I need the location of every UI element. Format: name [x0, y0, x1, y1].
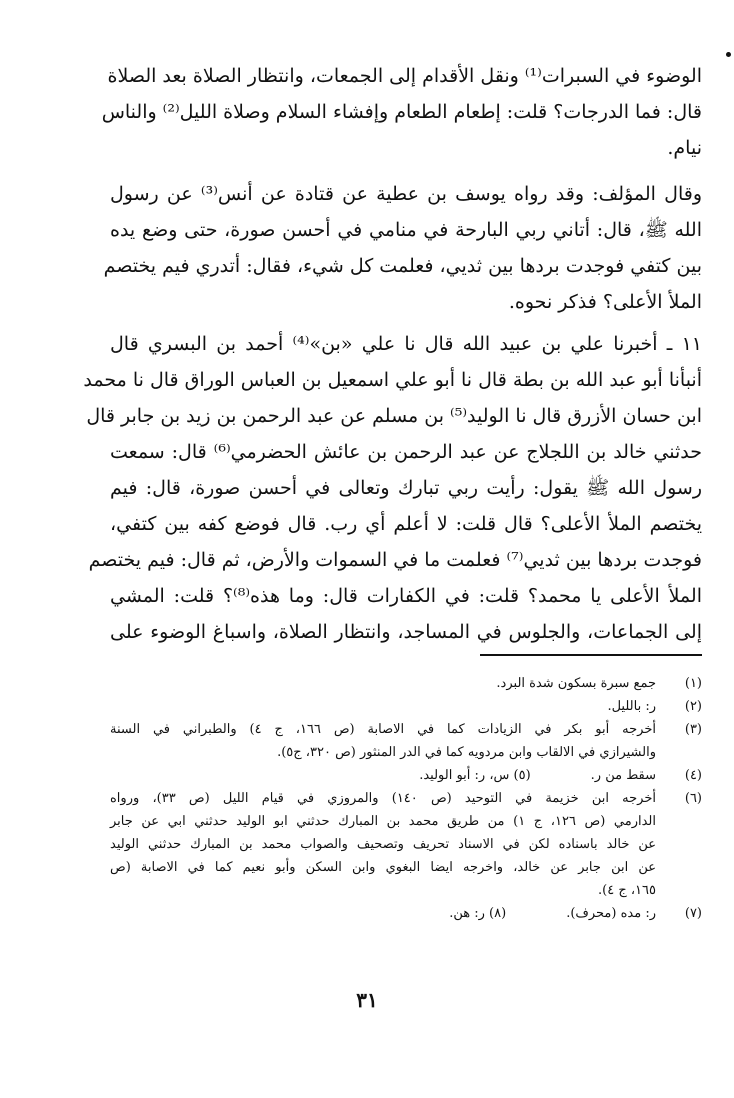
- text-line: الملأ الأعلى؟ فذكر نحوه.: [508, 291, 702, 313]
- footnote-divider: [480, 654, 702, 656]
- footnote-text-part: ر: مده (محرف).: [566, 906, 656, 921]
- paragraph-3: [83, 326, 702, 650]
- footnote-text: [110, 902, 656, 925]
- text-line: وقال المؤلف: وقد رواه يوسف بن عطية عن قتادة عن أنس⁽³⁾ عن رسول: [110, 183, 702, 205]
- footnote-text-part: (٥) س، ر: أبو الوليد.: [419, 768, 531, 783]
- footnote-text-part: سقط من ر.: [590, 768, 656, 783]
- footnote-text-part: (٨) ر: هن.: [449, 906, 507, 921]
- margin-dot: [726, 52, 731, 57]
- text-line: قال: فما الدرجات؟ قلت: إطعام الطعام وإفشاء السلام وصلاة الليل⁽²⁾ والناس: [101, 101, 702, 123]
- footnote-text: الدارمي (ص ١٢٦، ج ١) من طريق محمد بن المبارك حدثني ابو الوليد حدثني ابي عن جابر: [110, 814, 657, 829]
- footnote-text: جمع سبرة بسكون شدة البرد.: [496, 676, 656, 691]
- footnote-text: والشيرازي في الالقاب وابن مردويه كما في الدر المنثور (ص ٣٢٠، ج٥).: [277, 745, 656, 760]
- footnote-text: عن ابن جابر عن خالد، واخرجه ايضا البغوي وابن السكن وأبو نعيم كما في الاصابة (ص: [110, 860, 656, 875]
- footnote-text: عن خالد باسناده لكن في الاسناد تحريف وتصحيف والصواب محمد بن المبارك حدثني الوليد: [110, 837, 656, 852]
- footnote-7: [110, 902, 702, 925]
- footnote-text: أخرجه أبو بكر في الزيادات كما في الاصابة (ص ١٦٦، ج ٤) والطبراني في السنة: [110, 722, 656, 737]
- text-line: فوجدت بردها بين ثديي⁽⁷⁾ فعلمت ما في السموات والأرض، ثم قال: فيم يختصم: [88, 549, 702, 571]
- footnotes: [110, 672, 702, 925]
- footnote-number: (٧): [684, 906, 702, 921]
- text-line: الملأ الأعلى يا محمد؟ قلت: في الكفارات قال: وما هذه⁽⁸⁾؟ قلت: المشي: [110, 585, 702, 607]
- footnote-text: ر: بالليل.: [607, 699, 656, 714]
- footnote-text: ١٦٥، ج ٤).: [597, 883, 656, 898]
- footnote-number: (٢): [684, 699, 702, 714]
- footnote-1: [110, 672, 702, 695]
- text-line: الوضوء في السبرات⁽¹⁾ ونقل الأقدام إلى الجمعات، وانتظار الصلاة بعد الصلاة: [107, 65, 702, 87]
- text-line: يختصم الملأ الأعلى؟ قال قلت: لا أعلم أي رب. قال فوضع كفه بين كتفي،: [110, 513, 702, 535]
- text-line: الله ﷺ، قال: أتاني ربي البارحة في منامي في أحسن صورة، حتى وضع يده: [110, 219, 702, 241]
- footnote-3: [110, 718, 702, 764]
- text-line: نيام.: [667, 137, 702, 159]
- text-line: ابن حسان الأزرق قال نا الوليد⁽⁵⁾ بن مسلم عن عبد الرحمن بن زيد بن جابر قال: [86, 405, 702, 427]
- footnote-2: [110, 695, 702, 718]
- footnote-number: (٣): [684, 722, 702, 737]
- paragraph-2: [103, 176, 702, 320]
- text-line: رسول الله ﷺ يقول: رأيت ربي تبارك وتعالى في أحسن صورة، قال: فيم: [110, 477, 702, 499]
- page-number: ٣١: [356, 988, 378, 1012]
- footnote-number: (٦): [684, 791, 702, 806]
- text-line: أنبأنا أبو عبد الله بن بطة قال نا أبو علي اسمعيل بن العباس الوراق قال نا محمد: [83, 369, 702, 391]
- text-line: إلى الجماعات، والجلوس في المساجد، وانتظار الصلاة، واسباغ الوضوء على: [110, 621, 702, 643]
- text-line: بين كتفي فوجدت بردها بين ثديي، فعلمت كل شيء، فقال: أتدري فيم يختصم: [103, 255, 702, 277]
- text-line: ١١ ـ أخبرنا علي بن عبيد الله قال نا علي «بن»⁽⁴⁾ أحمد بن البسري قال: [110, 333, 702, 355]
- footnote-6: [110, 787, 702, 902]
- footnote-4: [110, 764, 702, 787]
- footnote-number: (١): [684, 676, 702, 691]
- footnote-number: (٤): [684, 768, 702, 783]
- paragraph-1: [101, 58, 702, 166]
- footnote-text: أخرجه ابن خزيمة في التوحيد (ص ١٤٠) والمروزي في قيام الليل (ص ٣٣)، ورواه: [110, 791, 657, 806]
- footnote-text: [110, 764, 656, 787]
- text-line: حدثني خالد بن اللجلاج عن عبد الرحمن بن عائش الحضرمي⁽⁶⁾ قال: سمعت: [110, 441, 702, 463]
